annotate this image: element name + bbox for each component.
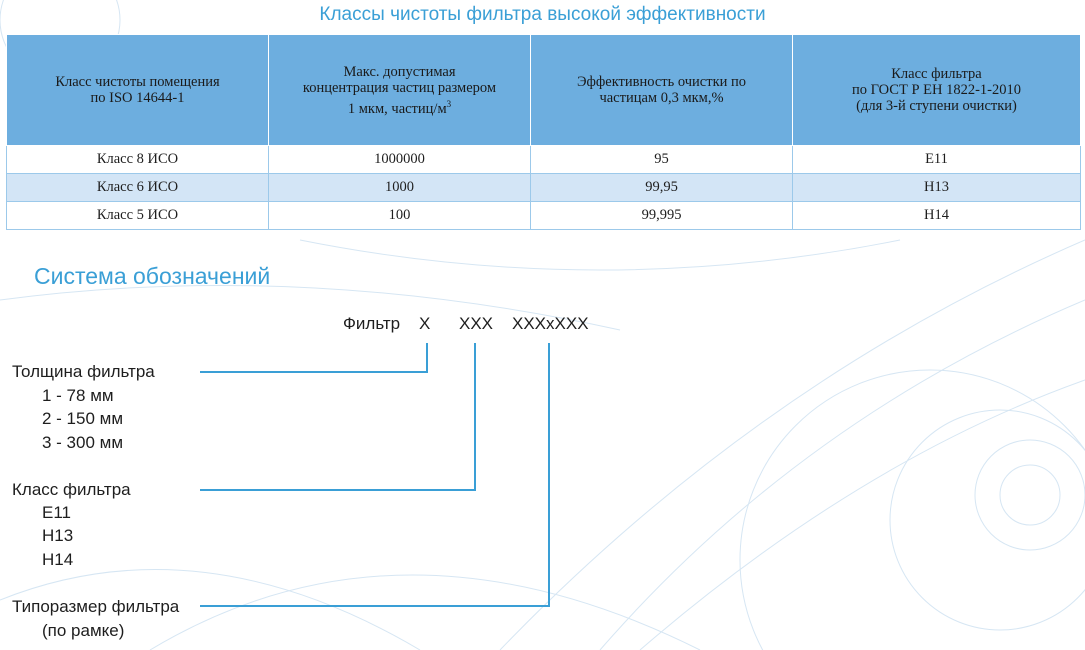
page-title: Классы чистоты фильтра высокой эффективности xyxy=(319,4,766,25)
list-item: (по рамке) xyxy=(42,621,125,640)
code-class: XXX xyxy=(459,314,494,333)
table-cell: Класс 5 ИСО xyxy=(7,202,269,230)
header-room-class: Класс чистоты помещения по ISO 14644-1 xyxy=(7,35,269,146)
connector-thickness xyxy=(200,343,427,372)
code-size: XXXxXXX xyxy=(512,314,589,333)
code-prefix: Фильтр xyxy=(343,314,401,333)
table-cell: 100 xyxy=(269,202,531,230)
list-item: H14 xyxy=(42,550,74,569)
table-cell: H14 xyxy=(793,202,1081,230)
group-thickness-label: Толщина фильтра xyxy=(12,362,155,381)
group-class-label: Класс фильтра xyxy=(12,480,131,499)
list-item: E11 xyxy=(42,503,71,522)
header-filter-class: Класс фильтра по ГОСТ Р ЕН 1822-1-2010 (для 3-й ступени очистки) xyxy=(793,35,1081,146)
list-item: H13 xyxy=(42,526,74,545)
table-cell: 99,95 xyxy=(531,174,793,202)
table-cell: H13 xyxy=(793,174,1081,202)
code-thickness: X xyxy=(419,314,431,333)
table-cell: 1000 xyxy=(269,174,531,202)
connector-size xyxy=(200,343,549,606)
list-item: 1 - 78 мм xyxy=(42,386,114,405)
header-efficiency: Эффективность очистки по частицам 0,3 мкм,% xyxy=(531,35,793,146)
list-item: 2 - 150 мм xyxy=(42,409,124,428)
table-cell: Класс 6 ИСО xyxy=(7,174,269,202)
table-cell: 1000000 xyxy=(269,146,531,174)
table-cell: E11 xyxy=(793,146,1081,174)
list-item: 3 - 300 мм xyxy=(42,433,124,452)
group-size-label: Типоразмер фильтра xyxy=(12,597,180,616)
table-cell: 99,995 xyxy=(531,202,793,230)
designation-heading: Система обозначений xyxy=(34,263,271,289)
connector-class xyxy=(200,343,475,490)
table-cell: 95 xyxy=(531,146,793,174)
header-max-concentration: Макс. допустимая концентрация частиц размером 1 мкм, частиц/$м^3$ xyxy=(269,35,531,146)
table-cell: Класс 8 ИСО xyxy=(7,146,269,174)
